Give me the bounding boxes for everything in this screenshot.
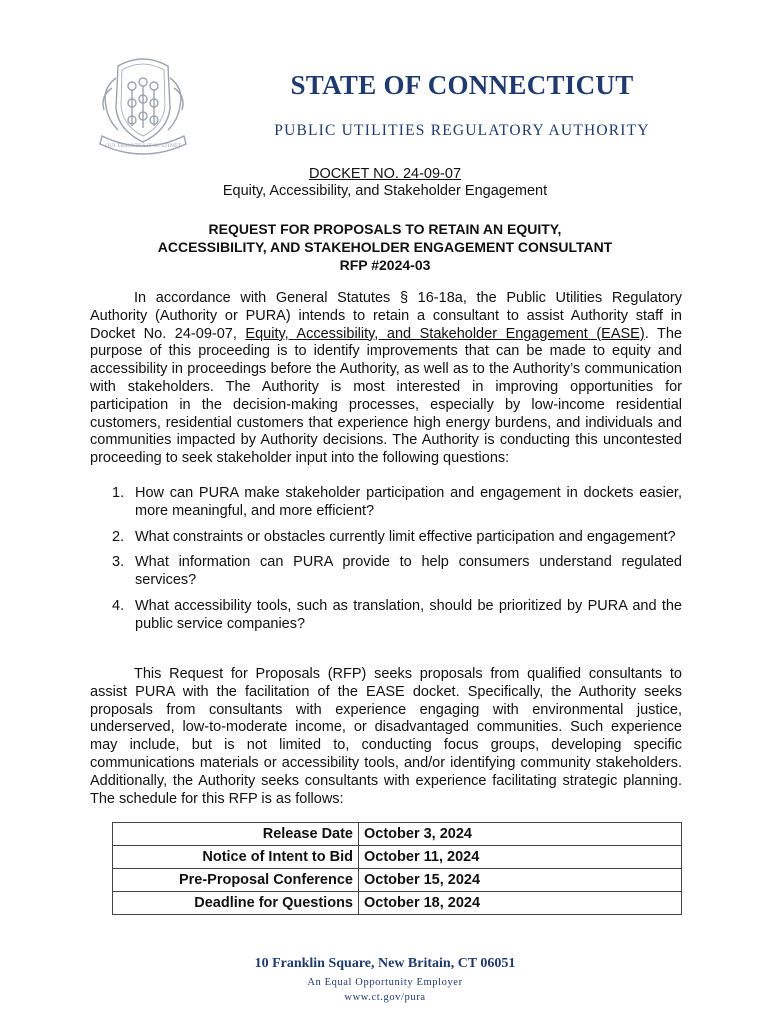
ease-docket-link[interactable]: Equity, Accessibility, and Stakeholder Engagement (EASE) bbox=[245, 325, 645, 342]
schedule-table bbox=[112, 822, 682, 915]
rfp-paragraph-text: This Request for Proposals (RFP) seeks proposals from qualified consultants to assist PURA with the facilitation of the EASE docket. Specifically, the Authority seeks proposals from consultants with experience engaging with environmental justice, underserved, low-to-moderate income, or disadvantaged communities. Such experience may include, but is not limited to, conducting focus groups, developing specific communications materials or accessibility tools, and/or identifying community stakeholders. Additionally, the Authority seeks consultants with experience facilitating strategic planning. The schedule for this RFP is as follows: bbox=[90, 666, 682, 807]
table-row bbox=[113, 823, 682, 846]
schedule-date: October 15, 2024 bbox=[359, 869, 682, 892]
footer-eoe: An Equal Opportunity Employer bbox=[307, 977, 463, 988]
schedule-label: Deadline for Questions bbox=[113, 892, 359, 915]
question-number: 2. bbox=[112, 528, 125, 545]
schedule-date: October 3, 2024 bbox=[359, 823, 682, 846]
question-text: What accessibility tools, such as translation, should be prioritized by PURA and the public service companies? bbox=[135, 597, 682, 632]
question-text: How can PURA make stakeholder participation and engagement in dockets easier, more meaningful, and more efficient? bbox=[135, 485, 682, 519]
state-seal-logo bbox=[88, 48, 198, 158]
question-item bbox=[90, 529, 682, 547]
question-number: 4. bbox=[112, 597, 125, 614]
footer-address: 10 Franklin Square, New Britain, CT 06051 bbox=[254, 956, 516, 971]
header-subtitle: PUBLIC UTILITIES REGULATORY AUTHORITY bbox=[274, 122, 650, 139]
schedule-label: Notice of Intent to Bid bbox=[113, 846, 359, 869]
schedule-date: October 11, 2024 bbox=[359, 846, 682, 869]
header-title: STATE OF CONNECTICUT bbox=[290, 70, 634, 100]
rfp-title-line-1: REQUEST FOR PROPOSALS TO RETAIN AN EQUITY, bbox=[208, 221, 562, 237]
intro-text-part-2: . The purpose of this proceeding is to identify improvements that can be made to equity and accessibility in proceedings before the Authority, as well as to the Authority’s communication with stakeholders. The Authority is most interested in improving opportunities for participation in the decision-making processes, especially by low-income residential customers, residential customers that experience high energy burdens, and individuals and communities impacted by Authority decisions. The Authority is conducting this uncontested proceeding to seek stakeholder input into the following questions: bbox=[90, 325, 682, 467]
table-row bbox=[113, 846, 682, 869]
question-text: What constraints or obstacles currently limit effective participation and engagement? bbox=[135, 528, 676, 545]
question-text: What information can PURA provide to help consumers understand regulated services? bbox=[135, 554, 682, 589]
intro-paragraph bbox=[90, 290, 682, 468]
rfp-number: RFP #2024-03 bbox=[339, 257, 431, 273]
question-item bbox=[90, 598, 682, 634]
footer-website-link[interactable]: www.ct.gov/pura bbox=[344, 992, 426, 1003]
question-number: 1. bbox=[112, 485, 125, 501]
question-item bbox=[90, 485, 682, 521]
schedule-label: Release Date bbox=[113, 823, 359, 846]
schedule-label: Pre-Proposal Conference bbox=[113, 869, 359, 892]
table-row bbox=[113, 892, 682, 915]
seal-motto: QUI TRANSTULIT SUSTINET bbox=[105, 143, 181, 149]
question-item bbox=[90, 554, 682, 590]
question-list bbox=[90, 485, 682, 642]
schedule-date: October 18, 2024 bbox=[359, 892, 682, 915]
docket-name: Equity, Accessibility, and Stakeholder Engagement bbox=[222, 183, 548, 199]
rfp-paragraph bbox=[90, 666, 682, 808]
docket-number: DOCKET NO. 24-09-07 bbox=[308, 166, 462, 182]
question-number: 3. bbox=[112, 554, 125, 571]
rfp-title-line-2: ACCESSIBILITY, AND STAKEHOLDER ENGAGEMENT CONSULTANT bbox=[157, 239, 613, 255]
table-row bbox=[113, 869, 682, 892]
rfp-title bbox=[100, 220, 670, 274]
intro-text-part-1: In accordance with General Statutes § 16-18a, the Public Utilities Regulatory Authority (Authority or PURA) intends to retain a consultant to assist Authority staff in Docket No. 24-09-07, bbox=[90, 290, 682, 342]
